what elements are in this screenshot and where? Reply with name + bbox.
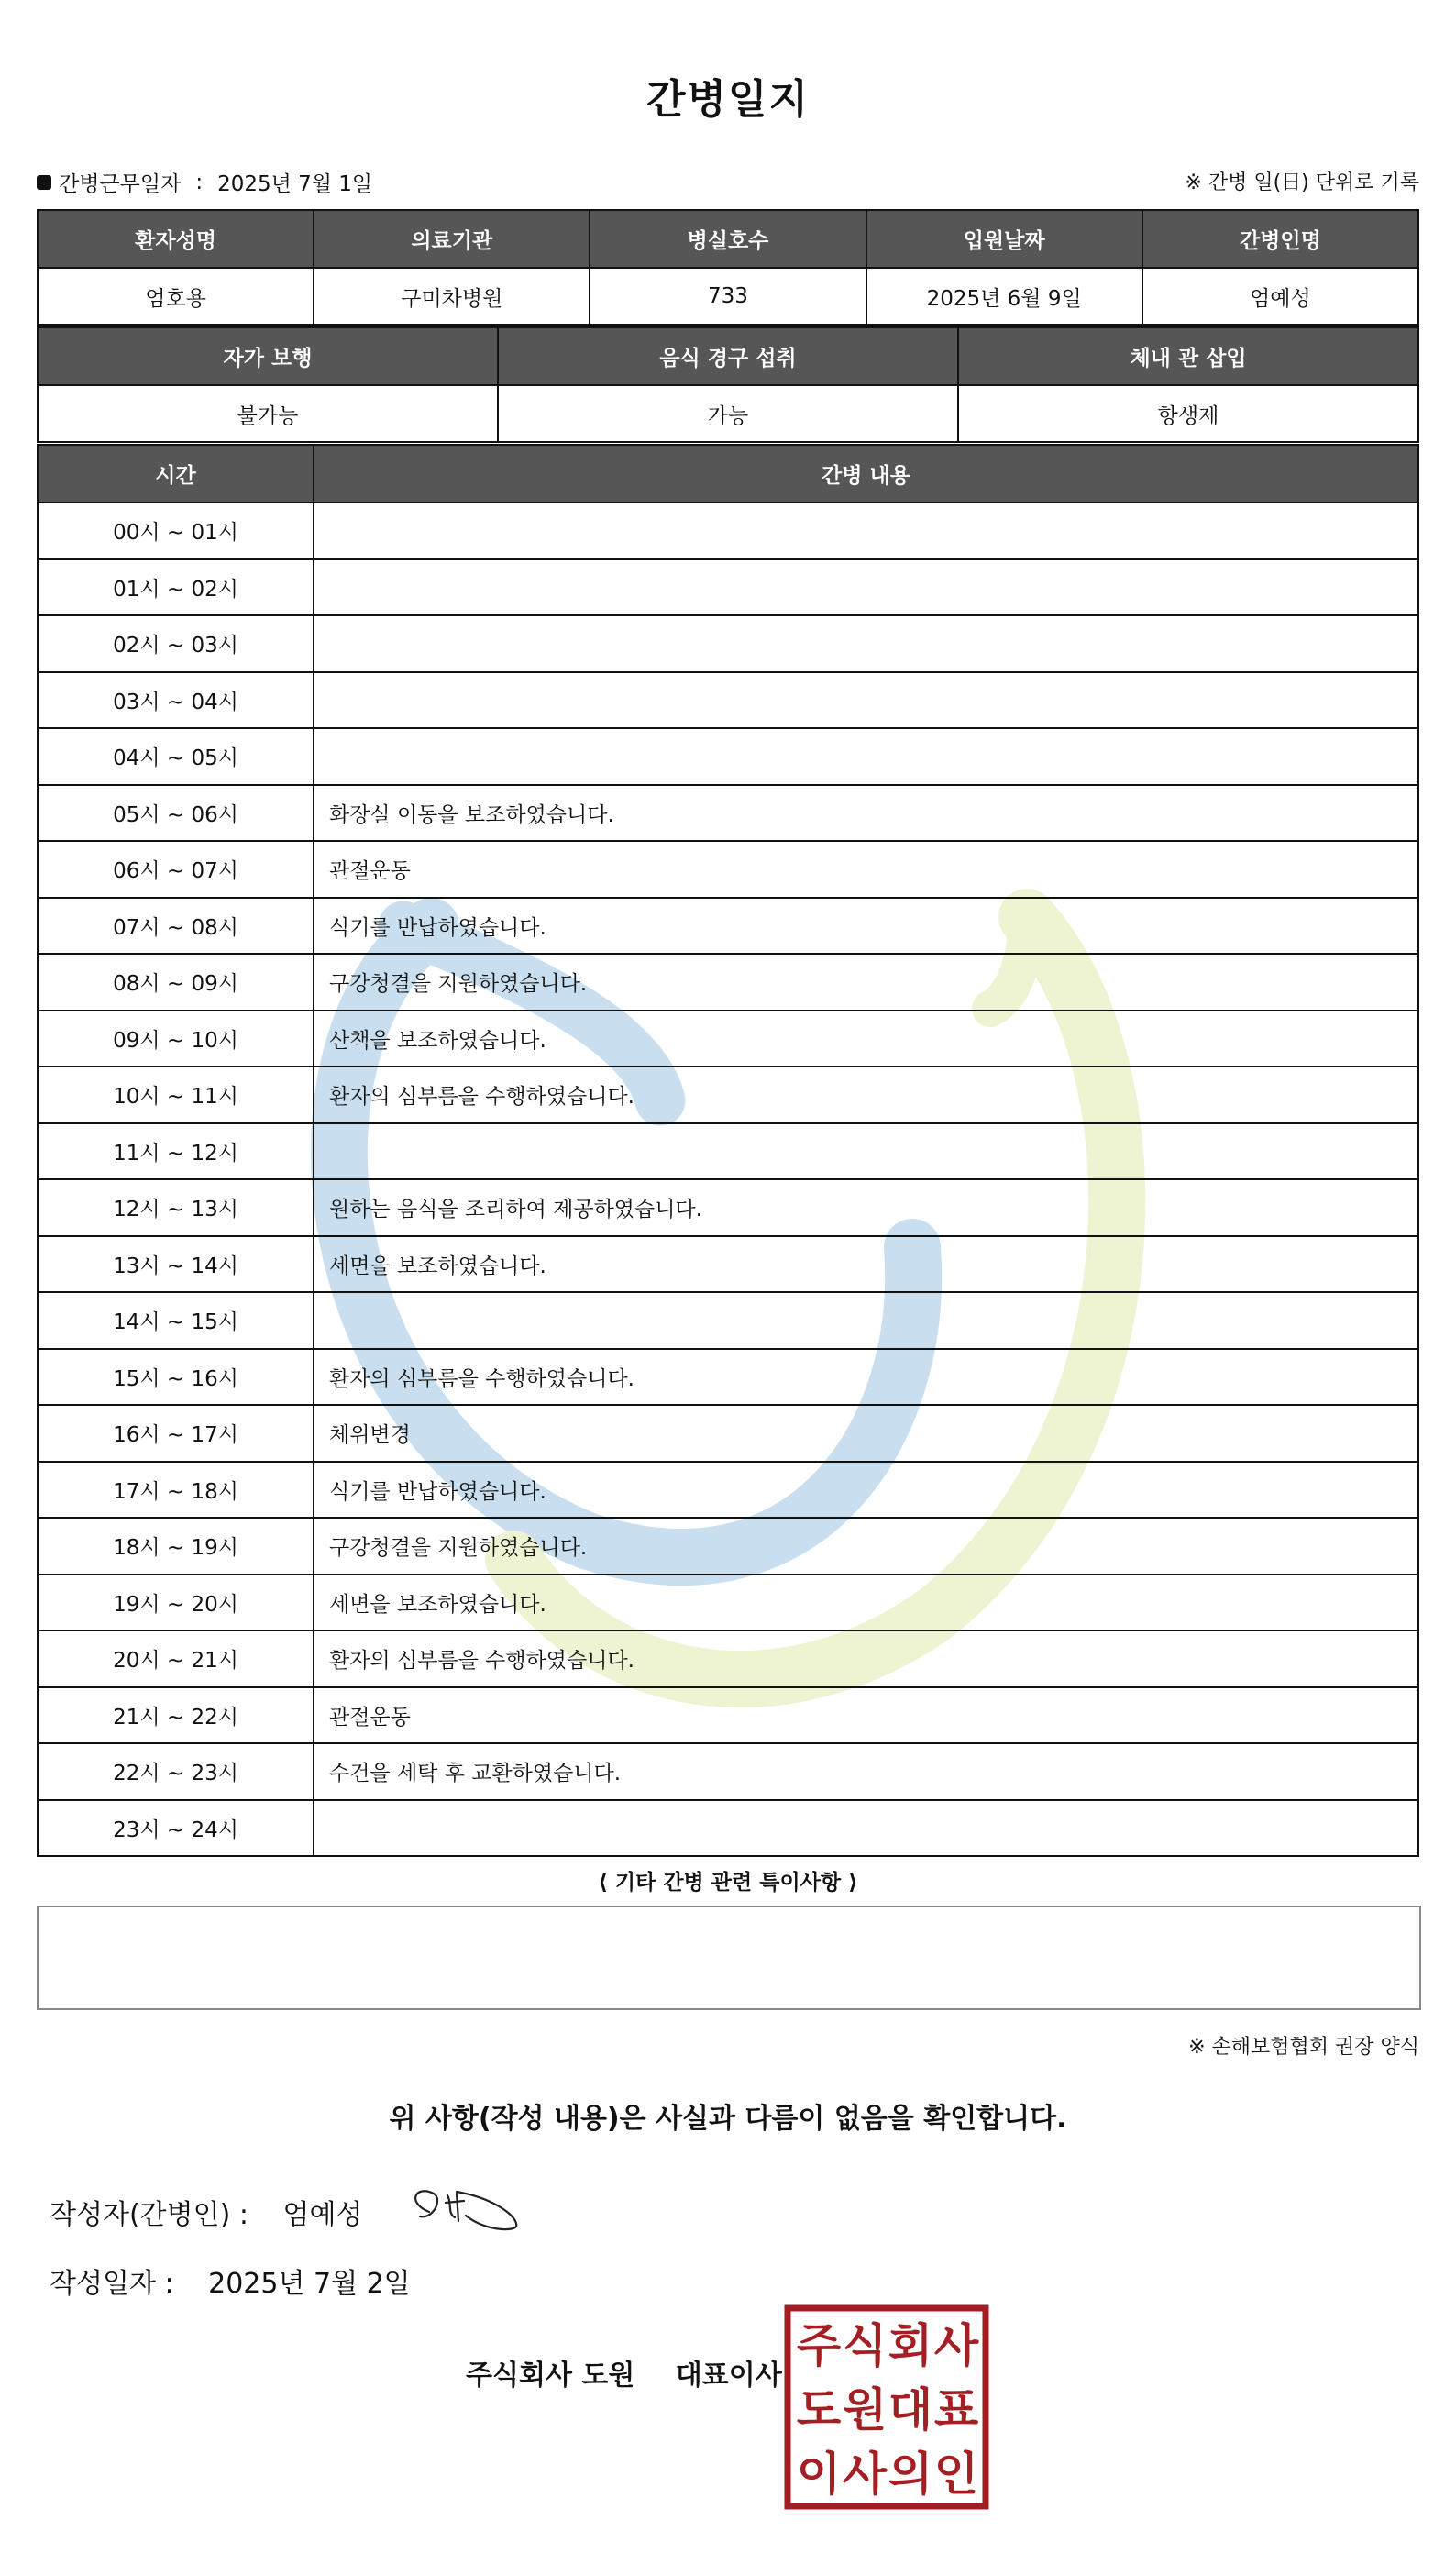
care-log-table bbox=[37, 444, 1419, 1857]
written-date-label: 작성일자 : bbox=[50, 2268, 174, 2300]
time-slot: 17시 ~ 18시 bbox=[38, 1462, 314, 1519]
care-content bbox=[314, 1800, 1418, 1857]
patient-info-value-row bbox=[38, 268, 1418, 325]
care-content: 환자의 심부름을 수행하였습니다. bbox=[314, 1630, 1418, 1687]
time-slot: 18시 ~ 19시 bbox=[38, 1518, 314, 1575]
care-content bbox=[314, 503, 1418, 559]
care-log-row bbox=[38, 1292, 1418, 1349]
time-slot: 09시 ~ 10시 bbox=[38, 1011, 314, 1067]
care-log-row bbox=[38, 1743, 1418, 1800]
confirmation-statement: 위 사항(작성 내용)은 사실과 다름이 없음을 확인합니다. bbox=[389, 2103, 1067, 2135]
time-slot: 16시 ~ 17시 bbox=[38, 1405, 314, 1462]
time-slot: 01시 ~ 02시 bbox=[38, 559, 314, 616]
time-slot: 21시 ~ 22시 bbox=[38, 1687, 314, 1744]
care-content: 원하는 음식을 조리하여 제공하였습니다. bbox=[314, 1179, 1418, 1236]
care-log-row bbox=[38, 785, 1418, 842]
patient-info-header-row bbox=[38, 210, 1418, 268]
care-log-row bbox=[38, 1011, 1418, 1067]
care-content: 세면을 보조하였습니다. bbox=[314, 1236, 1418, 1293]
patient-info-table bbox=[37, 209, 1419, 326]
tube-header: 체내 관 삽입 bbox=[958, 327, 1418, 385]
care-content: 세면을 보조하였습니다. bbox=[314, 1575, 1418, 1631]
bullet-square-icon bbox=[37, 175, 51, 190]
care-content bbox=[314, 1292, 1418, 1349]
work-date-value: 2025년 7월 1일 bbox=[217, 172, 373, 196]
care-content: 수건을 세탁 후 교환하였습니다. bbox=[314, 1743, 1418, 1800]
care-log-row bbox=[38, 672, 1418, 729]
care-log-row bbox=[38, 1462, 1418, 1519]
care-content: 화장실 이동을 보조하였습니다. bbox=[314, 785, 1418, 842]
hospital-value: 구미차병원 bbox=[314, 268, 590, 325]
care-log-row bbox=[38, 1800, 1418, 1857]
care-content bbox=[314, 615, 1418, 672]
time-slot: 06시 ~ 07시 bbox=[38, 841, 314, 898]
company-seal-stamp bbox=[784, 2304, 989, 2510]
care-content bbox=[314, 559, 1418, 616]
work-date-line bbox=[37, 167, 372, 197]
time-slot: 10시 ~ 11시 bbox=[38, 1066, 314, 1123]
care-content: 환자의 심부름을 수행하였습니다. bbox=[314, 1066, 1418, 1123]
patient-status-value-row bbox=[38, 385, 1418, 442]
care-content: 환자의 심부름을 수행하였습니다. bbox=[314, 1349, 1418, 1406]
care-content: 구강청결을 지원하였습니다. bbox=[314, 954, 1418, 1011]
caregiver-header: 간병인명 bbox=[1142, 210, 1418, 268]
care-log-row bbox=[38, 728, 1418, 785]
time-slot: 19시 ~ 20시 bbox=[38, 1575, 314, 1631]
care-log-row bbox=[38, 1123, 1418, 1180]
care-log-row bbox=[38, 954, 1418, 1011]
care-content: 식기를 반납하였습니다. bbox=[314, 898, 1418, 955]
room-header: 병실호수 bbox=[590, 210, 866, 268]
patient-name-value: 엄호용 bbox=[38, 268, 314, 325]
time-slot: 23시 ~ 24시 bbox=[38, 1800, 314, 1857]
time-slot: 03시 ~ 04시 bbox=[38, 672, 314, 729]
care-log-row bbox=[38, 1236, 1418, 1293]
special-notes-box bbox=[37, 1906, 1421, 2010]
document-title: 간병일지 bbox=[645, 76, 810, 123]
care-log-row bbox=[38, 898, 1418, 955]
svg-text:식: 식 bbox=[842, 2319, 888, 2372]
company-line bbox=[466, 2352, 782, 2393]
care-content: 체위변경 bbox=[314, 1405, 1418, 1462]
care-content: 관절운동 bbox=[314, 1687, 1418, 1744]
time-slot: 12시 ~ 13시 bbox=[38, 1179, 314, 1236]
hospital-header: 의료기관 bbox=[314, 210, 590, 268]
walking-value: 불가능 bbox=[38, 385, 498, 442]
care-content: 식기를 반납하였습니다. bbox=[314, 1462, 1418, 1519]
care-content: 산책을 보조하였습니다. bbox=[314, 1011, 1418, 1067]
work-date-separator: : bbox=[195, 170, 204, 194]
care-log-row bbox=[38, 559, 1418, 616]
time-slot: 14시 ~ 15시 bbox=[38, 1292, 314, 1349]
walking-header: 자가 보행 bbox=[38, 327, 498, 385]
svg-text:주: 주 bbox=[796, 2319, 842, 2372]
patient-name-header: 환자성명 bbox=[38, 210, 314, 268]
time-slot: 07시 ~ 08시 bbox=[38, 898, 314, 955]
svg-text:회: 회 bbox=[888, 2319, 933, 2372]
care-content bbox=[314, 1123, 1418, 1180]
oral-intake-header: 음식 경구 섭취 bbox=[498, 327, 958, 385]
svg-text:표: 표 bbox=[933, 2383, 979, 2437]
writer-label: 작성자(간병인) : bbox=[50, 2199, 248, 2231]
signature-image bbox=[402, 2175, 521, 2239]
time-slot: 05시 ~ 06시 bbox=[38, 785, 314, 842]
company-name: 주식회사 도원 bbox=[466, 2360, 635, 2392]
care-content: 구강청결을 지원하였습니다. bbox=[314, 1518, 1418, 1575]
time-slot: 11시 ~ 12시 bbox=[38, 1123, 314, 1180]
form-source-note: ※ 손해보험협회 권장 양식 bbox=[1188, 2036, 1419, 2059]
writer-name: 엄예성 bbox=[282, 2199, 363, 2231]
care-log-row bbox=[38, 1687, 1418, 1744]
tube-value: 항생제 bbox=[958, 385, 1418, 442]
care-log-row bbox=[38, 1066, 1418, 1123]
care-log-row bbox=[38, 1630, 1418, 1687]
special-notes-title: ⟨ 기타 간병 관련 특이사항 ⟩ bbox=[598, 1871, 858, 1895]
svg-text:사: 사 bbox=[933, 2319, 979, 2372]
room-value: 733 bbox=[590, 268, 866, 325]
admission-date-header: 입원날짜 bbox=[866, 210, 1142, 268]
time-slot: 02시 ~ 03시 bbox=[38, 615, 314, 672]
care-log-row bbox=[38, 1518, 1418, 1575]
oral-intake-value: 가능 bbox=[498, 385, 958, 442]
care-log-row bbox=[38, 1349, 1418, 1406]
svg-text:인: 인 bbox=[933, 2448, 979, 2501]
time-slot: 04시 ~ 05시 bbox=[38, 728, 314, 785]
written-date-line bbox=[50, 2260, 436, 2301]
time-slot: 00시 ~ 01시 bbox=[38, 503, 314, 559]
care-log-row bbox=[38, 1575, 1418, 1631]
care-content: 관절운동 bbox=[314, 841, 1418, 898]
care-log-row bbox=[38, 503, 1418, 559]
time-slot: 15시 ~ 16시 bbox=[38, 1349, 314, 1406]
patient-status-header-row bbox=[38, 327, 1418, 385]
care-log-row bbox=[38, 1179, 1418, 1236]
svg-text:사: 사 bbox=[842, 2448, 888, 2501]
svg-text:이: 이 bbox=[796, 2448, 842, 2501]
representative-title: 대표이사 bbox=[675, 2360, 782, 2392]
care-log-header-row bbox=[38, 445, 1418, 503]
care-content-header: 간병 내용 bbox=[314, 445, 1418, 503]
time-slot: 08시 ~ 09시 bbox=[38, 954, 314, 1011]
care-log-row bbox=[38, 841, 1418, 898]
svg-text:도: 도 bbox=[796, 2383, 842, 2437]
time-slot: 20시 ~ 21시 bbox=[38, 1630, 314, 1687]
care-log-row bbox=[38, 615, 1418, 672]
care-content bbox=[314, 728, 1418, 785]
work-date-label: 간병근무일자 bbox=[59, 172, 182, 196]
time-slot: 13시 ~ 14시 bbox=[38, 1236, 314, 1293]
written-date-value: 2025년 7월 2일 bbox=[208, 2268, 411, 2300]
admission-date-value: 2025년 6월 9일 bbox=[866, 268, 1142, 325]
time-header: 시간 bbox=[38, 445, 314, 503]
svg-text:원: 원 bbox=[842, 2383, 888, 2437]
patient-status-table bbox=[37, 326, 1419, 443]
writer-line bbox=[50, 2192, 388, 2232]
caregiver-value: 엄예성 bbox=[1142, 268, 1418, 325]
time-slot: 22시 ~ 23시 bbox=[38, 1743, 314, 1800]
care-log-row bbox=[38, 1405, 1418, 1462]
care-content bbox=[314, 672, 1418, 729]
unit-note: ※ 간병 일(日) 단위로 기록 bbox=[1185, 171, 1419, 194]
svg-text:의: 의 bbox=[888, 2448, 933, 2501]
svg-text:대: 대 bbox=[888, 2383, 933, 2437]
